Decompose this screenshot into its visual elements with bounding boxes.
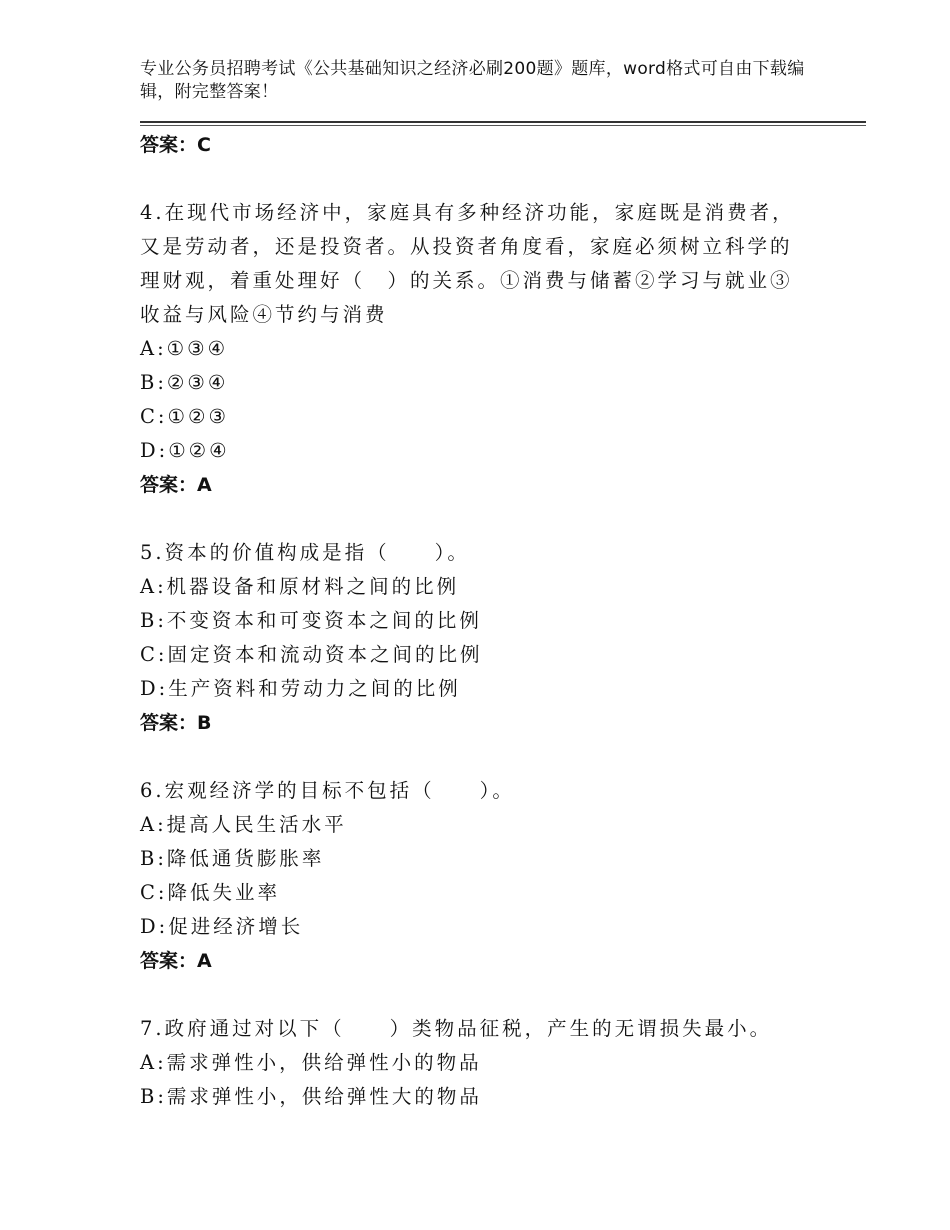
question-stem: 6.宏观经济学的目标不包括（ ）。 bbox=[140, 779, 515, 802]
option-a: A:①③④ bbox=[140, 337, 229, 360]
header-divider-thin bbox=[140, 125, 866, 126]
question-stem: 4.在现代市场经济中，家庭具有多种经济功能，家庭既是消费者，又是劳动者，还是投资者。从投资者角度看，家庭必须树立科学的理财观，着重处理好（ ）的关系。①消费与储蓄②学习与就业③收益与风险④节约与消费 bbox=[140, 201, 795, 326]
option-a: A:需求弹性小，供给弹性小的物品 bbox=[140, 1051, 482, 1074]
option-d: D:生产资料和劳动力之间的比例 bbox=[140, 677, 461, 700]
option-c: C:①②③ bbox=[140, 405, 229, 428]
option-c: C:固定资本和流动资本之间的比例 bbox=[140, 643, 483, 666]
option-d: D:促进经济增长 bbox=[140, 915, 304, 938]
question-stem: 7.政府通过对以下（ ）类物品征税，产生的无谓损失最小。 bbox=[140, 1017, 773, 1040]
question-4 bbox=[140, 196, 800, 502]
answer-line: 答案：C bbox=[140, 134, 211, 156]
option-b: B:需求弹性小，供给弹性大的物品 bbox=[140, 1085, 482, 1108]
question-7 bbox=[140, 1012, 800, 1114]
option-d: D:①②④ bbox=[140, 439, 230, 462]
question-list bbox=[140, 128, 800, 1114]
option-a: A:机器设备和原材料之间的比例 bbox=[140, 575, 460, 598]
header-divider-thick bbox=[140, 121, 866, 123]
option-b: B:降低通货膨胀率 bbox=[140, 847, 325, 870]
option-b: B:不变资本和可变资本之间的比例 bbox=[140, 609, 482, 632]
question-5 bbox=[140, 536, 800, 740]
answer-line: 答案：A bbox=[140, 950, 212, 972]
answer-line: 答案：A bbox=[140, 474, 212, 496]
question-stem: 5.资本的价值构成是指（ ）。 bbox=[140, 541, 470, 564]
answer-line: 答案：B bbox=[140, 712, 212, 734]
document-header: 专业公务员招聘考试《公共基础知识之经济必刷200题》题库，word格式可自由下载编辑，附完整答案！ bbox=[140, 59, 805, 102]
option-b: B:②③④ bbox=[140, 371, 229, 394]
option-c: C:降低失业率 bbox=[140, 881, 280, 904]
question-6 bbox=[140, 774, 800, 978]
option-a: A:提高人民生活水平 bbox=[140, 813, 347, 836]
